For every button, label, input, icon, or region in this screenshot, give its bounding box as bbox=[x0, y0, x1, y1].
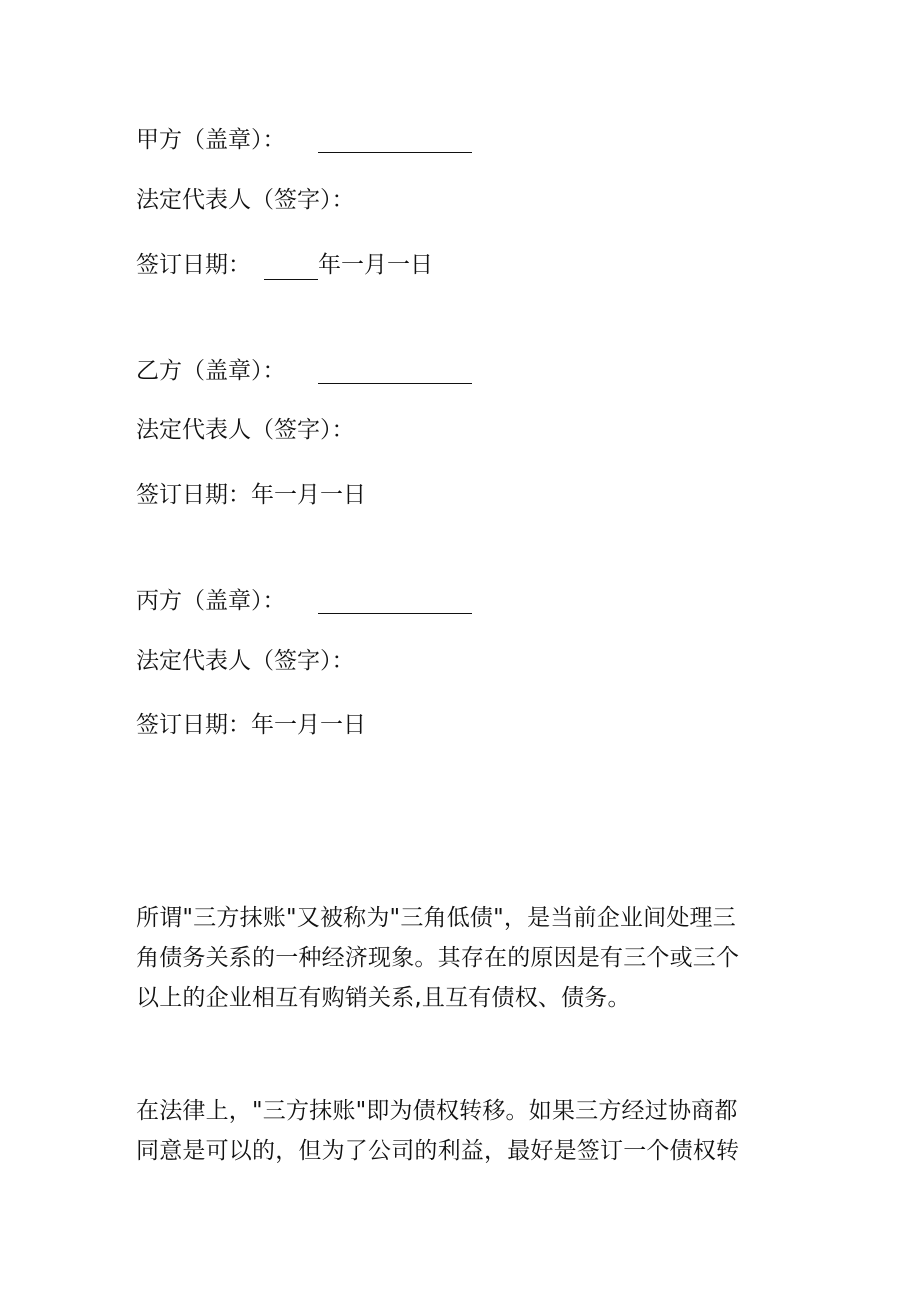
party-c-seal-blank bbox=[318, 613, 472, 614]
party-c-seal-label: 丙方（盖章）： bbox=[136, 588, 286, 614]
party-c-date: 签订日期：年一月一日 bbox=[136, 712, 366, 738]
paragraph-line: 在法律上，"三方抹账"即为债权转移。如果三方经过协商都 bbox=[136, 1098, 738, 1124]
party-b-seal-label: 乙方（盖章）： bbox=[136, 358, 286, 384]
party-a-seal-label: 甲方（盖章）： bbox=[136, 127, 286, 153]
party-a-rep-label: 法定代表人（签字）： bbox=[136, 187, 355, 213]
party-a-year-blank bbox=[264, 279, 318, 280]
party-c-rep-label: 法定代表人（签字）： bbox=[136, 648, 355, 674]
paragraph-definition bbox=[136, 898, 796, 1018]
paragraph-line: 以上的企业相互有购销关系,且互有债权、债务。 bbox=[136, 985, 631, 1011]
party-b-rep-label: 法定代表人（签字）： bbox=[136, 417, 355, 443]
paragraph-legal bbox=[136, 1091, 796, 1171]
party-b-seal-blank bbox=[318, 383, 472, 384]
party-a-seal-blank bbox=[318, 152, 472, 153]
party-a-date-label: 签订日期： bbox=[136, 252, 251, 278]
paragraph-line: 角债务关系的一种经济现象。其存在的原因是有三个或三个 bbox=[136, 945, 740, 971]
party-a-date-suffix: 年一月一日 bbox=[318, 252, 433, 278]
paragraph-line: 同意是可以的，但为了公司的利益，最好是签订一个债权转 bbox=[136, 1138, 740, 1164]
paragraph-line: 所谓"三方抹账"又被称为"三角低债"，是当前企业间处理三 bbox=[136, 905, 736, 931]
party-b-date: 签订日期：年一月一日 bbox=[136, 482, 366, 508]
